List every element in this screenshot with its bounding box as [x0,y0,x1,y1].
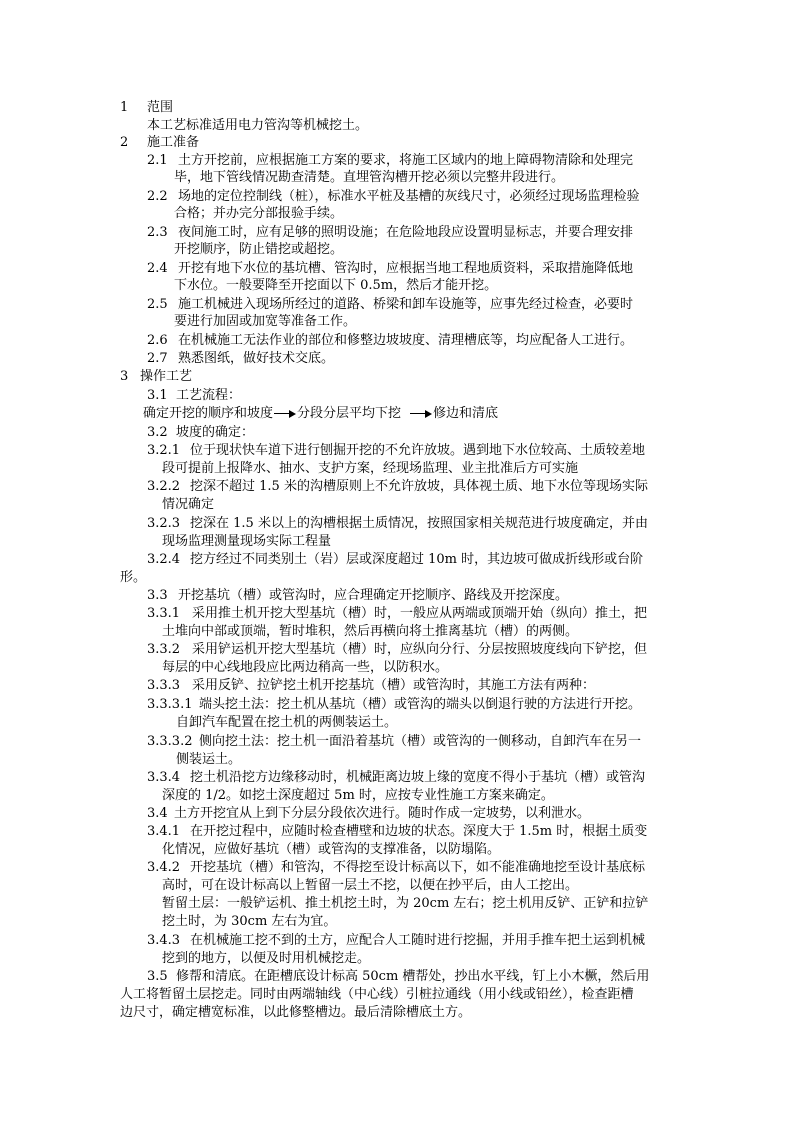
flow-step: 分段分层平均下挖 [297,406,402,421]
clause-text: 开挖有地下水位的基坑槽、管沟时，应根据当地工程地质资料，采取措施降低地 [178,261,634,276]
clause-text: 挖方经过不同类别土（岩）层或深度超过 10m 时，其边坡可做成折线形或台阶 [190,552,644,567]
clause-number: 3.4.2 [147,860,181,875]
clause-text: 采用反铲、拉铲挖土机开挖基坑（槽）或管沟时，其施工方法有两种： [192,678,596,693]
clause-text: 开挖基坑（槽）或管沟时，应合理确定开挖顺序、路线及开挖深度。 [178,588,569,603]
clause-number: 3.3.1 [147,606,181,621]
clause-text: 施工机械进入现场所经过的道路、桥梁和卸车设施等，应事先经过检查，必要时 [178,297,634,312]
clause-number: 3.4.3 [147,933,181,948]
clause-text-cont: 情况确定 [162,497,215,512]
clause-text: 夜间施工时，应有足够的照明设施；在危险地段应设置明显标志，并要合理安排 [178,225,634,240]
clause-number: 3.4 [147,806,168,821]
section-number: 1 [120,100,129,115]
clause-text: 在机械施工挖不到的土方，应配合人工随时进行挖掘，并用手推车把土运到机械 [190,933,646,948]
clause-text-cont: 边尺寸，确定槽宽标准，以此修整槽边。最后清除槽底土方。 [120,1005,472,1020]
clause-number: 2.3 [147,225,168,240]
clause-text: 挖深在 1.5 米以上的沟槽根据土质情况，按照国家相关规范进行坡度确定，并由 [190,516,648,531]
clause-text: 修帮和清底。在距槽底设计标高 50cm 槽帮处，抄出水平线，钉上小木橛，然后用 [176,969,650,984]
clause-number: 3.2.1 [147,443,181,458]
clause-text-cont: 段可提前上报降水、抽水、支护方案，经现场监理、业主批准后方可实施 [162,461,579,476]
clause-number: 3.3.4 [147,770,181,785]
clause-text-cont: 形。 [120,570,147,585]
clause-text-cont: 挖土时，为 30cm 左右为宜。 [162,914,337,929]
clause-number: 2.2 [147,189,168,204]
clause-number: 3.2.3 [147,516,181,531]
clause-text-cont: 暂留土层：一般铲运机、推土机挖土时，为 20cm 左右；挖土机用反铲、正铲和拉铲 [162,896,649,911]
clause-number: 2.7 [147,351,168,366]
clause-number: 3.3.2 [147,642,181,657]
clause-text: 土方开挖前，应根据施工方案的要求，将施工区域内的地上障碍物清除和处理完 [178,153,634,168]
clause-text-cont: 深度的 1/2。如挖土深度超过 5m 时，应按专业性施工方案来确定。 [162,788,554,803]
section-1-body: 本工艺标准适用电力管沟等机械挖土。 [147,118,369,133]
clause-text-cont: 开挖顺序，防止错挖或超挖。 [174,242,344,257]
clause-text-cont: 合格；并办完分部报验手续。 [174,206,344,221]
arrow-right-icon [410,409,432,419]
section-title: 施工准备 [147,135,200,150]
clause-text: 工艺流程： [176,388,242,403]
clause-text-cont: 每层的中心线地段应比两边稍高一些，以防积水。 [162,660,449,675]
clause-text-cont: 土堆向中部或顶端，暂时堆积，然后再横向将土推离基坑（槽）的两侧。 [162,624,579,639]
clause-number: 3.3 [147,588,168,603]
clause-text-cont: 下水位。一般要降至开挖面以下 0.5m，然后才能开挖。 [174,278,498,293]
clause-number: 2.1 [147,153,168,168]
clause-text: 挖土机沿挖方边缘移动时，机械距离边坡上缘的宽度不得小于基坑（槽）或管沟 [190,770,646,785]
clause-text: 在机械施工无法作业的部位和修整边坡坡度、清理槽底等，均应配备人工进行。 [178,333,634,348]
clause-text: 开挖基坑（槽）和管沟，不得挖至设计标高以下，如不能准确地挖至设计基底标 [190,860,646,875]
clause-number: 3.2 [147,425,168,440]
flow-step: 确定开挖的顺序和坡度 [143,406,274,421]
flow-step: 修边和清底 [433,406,499,421]
clause-text-cont: 高时，可在设计标高以上暂留一层土不挖，以便在抄平后，由人工挖出。 [162,878,579,893]
arrow-right-icon [274,409,296,419]
process-flow [143,405,498,422]
clause-text-cont: 要进行加固或加宽等准备工作。 [174,314,357,329]
clause-number: 3.2.2 [147,479,181,494]
clause-text: 在开挖过程中，应随时检查槽壁和边坡的状态。深度大于 1.5m 时，根据土质变 [190,824,648,839]
clause-text: 端头挖土法：挖土机从基坑（槽）或管沟的端头以倒退行驶的方法进行开挖。 [199,697,642,712]
clause-text: 土方开挖宜从上到下分层分段依次进行。随时作成一定坡势，以利泄水。 [174,806,591,821]
clause-text-cont: 侧装运土。 [176,752,242,767]
clause-text: 熟悉图纸，做好技术交底。 [178,351,335,366]
section-number: 3 [120,369,129,384]
clause-number: 3.4.1 [147,824,181,839]
clause-number: 2.6 [147,333,168,348]
clause-text: 采用推土机开挖大型基坑（槽）时，一般应从两端或顶端开始（纵向）推土，把 [192,606,648,621]
clause-text: 场地的定位控制线（桩），标准水平桩及基槽的灰线尺寸，必须经过现场监理检验 [178,189,640,204]
clause-text-cont: 自卸汽车配置在挖土机的两侧装运土。 [176,715,398,730]
clause-text-cont: 挖到的地方，以便及时用机械挖走。 [162,951,371,966]
clause-text: 位于现状快车道下进行刨掘开挖的不允许放坡。遇到地下水位较高、土质较差地 [190,443,646,458]
clause-number: 3.3.3.2 [147,734,193,749]
clause-number: 3.3.3 [147,678,181,693]
clause-text-cont: 化情况，应做好基坑（槽）或管沟的支撑准备，以防塌陷。 [162,842,501,857]
clause-number: 3.1 [147,388,168,403]
clause-text: 侧向挖土法：挖土机一面沿着基坑（槽）或管沟的一侧移动，自卸汽车在另一 [199,734,642,749]
clause-number: 3.2.4 [147,552,181,567]
clause-number: 2.4 [147,261,168,276]
section-number: 2 [120,135,129,150]
section-title: 范围 [147,100,174,115]
clause-text-cont: 毕，地下管线情况勘查清楚。直埋管沟槽开挖必须以完整井段进行。 [174,170,565,185]
clause-text: 挖深不超过 1.5 米的沟槽原则上不允许放坡，具体视土质、地下水位等现场实际 [190,479,648,494]
clause-number: 3.3.3.1 [147,697,193,712]
clause-number: 2.5 [147,297,168,312]
clause-text: 坡度的确定： [176,425,255,440]
clause-text: 采用铲运机开挖大型基坑（槽）时，应纵向分行、分层按照坡度线向下铲挖，但 [192,642,648,657]
clause-number: 3.5 [147,969,168,984]
section-title: 操作工艺 [140,369,193,384]
clause-text-cont: 现场监理测量现场实际工程量 [162,534,332,549]
clause-text-cont: 人工将暂留土层挖走。同时由两端轴线（中心线）引桩拉通线（用小线或铅丝），检查距槽 [120,987,634,1002]
